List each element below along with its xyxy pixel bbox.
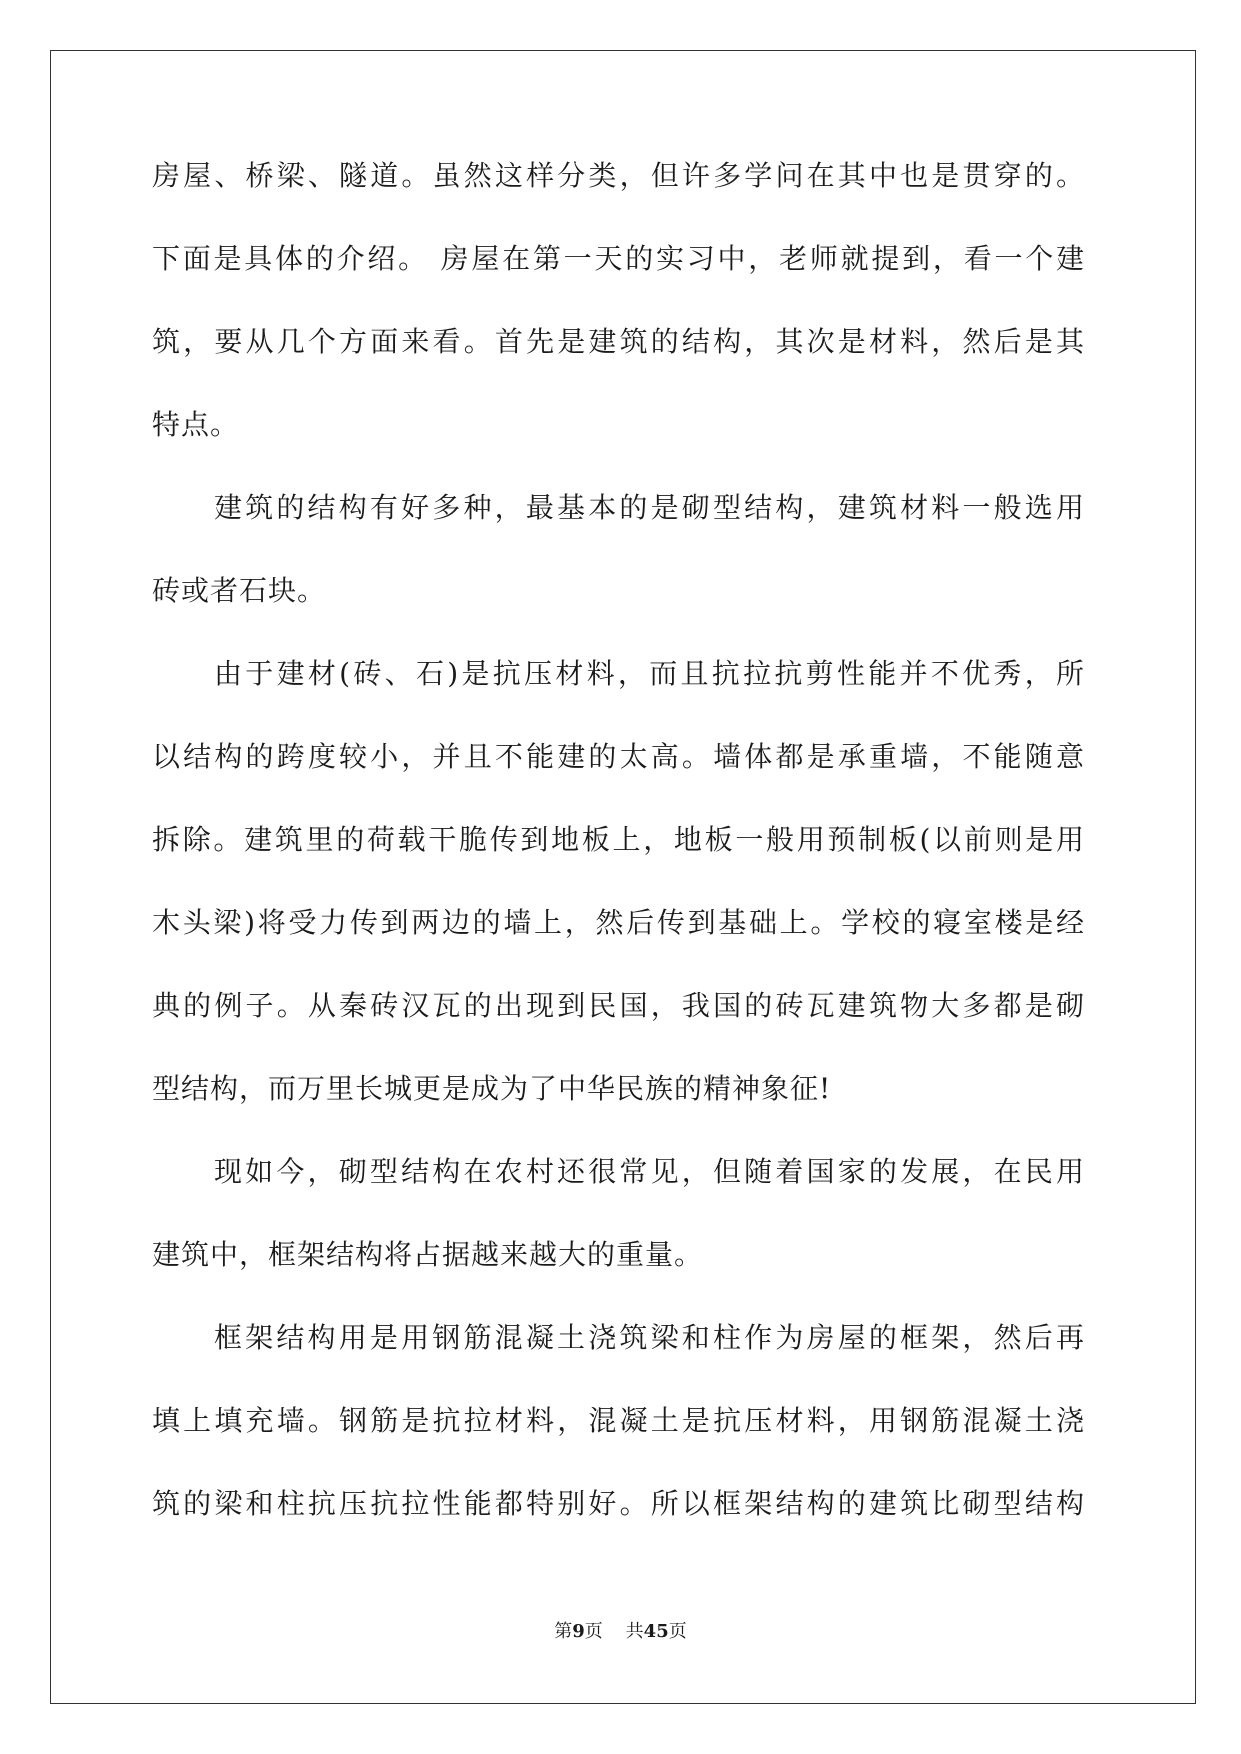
text-line: 筑，要从几个方面来看。首先是建筑的结构，其次是材料，然后是其 [152, 325, 1085, 358]
text-line: 型结构，而万里长城更是成为了中华民族的精神象征! [152, 1072, 832, 1105]
footer-total-prefix: 共 [625, 1621, 644, 1642]
text-line: 砖或者石块。 [152, 574, 327, 607]
total-page-number: 45 [643, 1621, 669, 1642]
text-line: 木头梁)将受力传到两边的墙上，然后传到基础上。学校的寝室楼是经 [152, 906, 1085, 939]
text-line: 典的例子。从秦砖汉瓦的出现到民国，我国的砖瓦建筑物大多都是砌 [152, 989, 1085, 1022]
footer-prefix: 第 [554, 1621, 573, 1642]
text-line: 筑的梁和柱抗压抗拉性能都特别好。所以框架结构的建筑比砌型结构 [152, 1487, 1085, 1520]
document-body [152, 155, 1085, 1566]
text-line: 建筑的结构有好多种，最基本的是砌型结构，建筑材料一般选用 [214, 491, 1085, 524]
text-line: 填上填充墙。钢筋是抗拉材料，混凝土是抗压材料，用钢筋混凝土浇 [152, 1404, 1085, 1437]
text-line: 拆除。建筑里的荷载干脆传到地板上，地板一般用预制板(以前则是用 [152, 823, 1085, 856]
page-footer [0, 1620, 1241, 1644]
text-line: 由于建材(砖、石)是抗压材料，而且抗拉抗剪性能并不优秀，所 [214, 657, 1085, 690]
text-line: 现如今，砌型结构在农村还很常见，但随着国家的发展，在民用 [214, 1155, 1085, 1188]
text-line: 建筑中，框架结构将占据越来越大的重量。 [152, 1238, 704, 1271]
current-page-number: 9 [572, 1621, 585, 1642]
text-line: 下面是具体的介绍。 房屋在第一天的实习中，老师就提到，看一个建 [152, 242, 1085, 275]
text-line: 房屋、桥梁、隧道。虽然这样分类，但许多学问在其中也是贯穿的。 [152, 159, 1085, 192]
text-line: 框架结构用是用钢筋混凝土浇筑梁和柱作为房屋的框架，然后再 [214, 1321, 1085, 1354]
footer-page-suffix: 页 [584, 1621, 603, 1642]
footer-total-suffix: 页 [668, 1621, 687, 1642]
text-line: 特点。 [152, 408, 240, 441]
text-line: 以结构的跨度较小，并且不能建的太高。墙体都是承重墙，不能随意 [152, 740, 1085, 773]
